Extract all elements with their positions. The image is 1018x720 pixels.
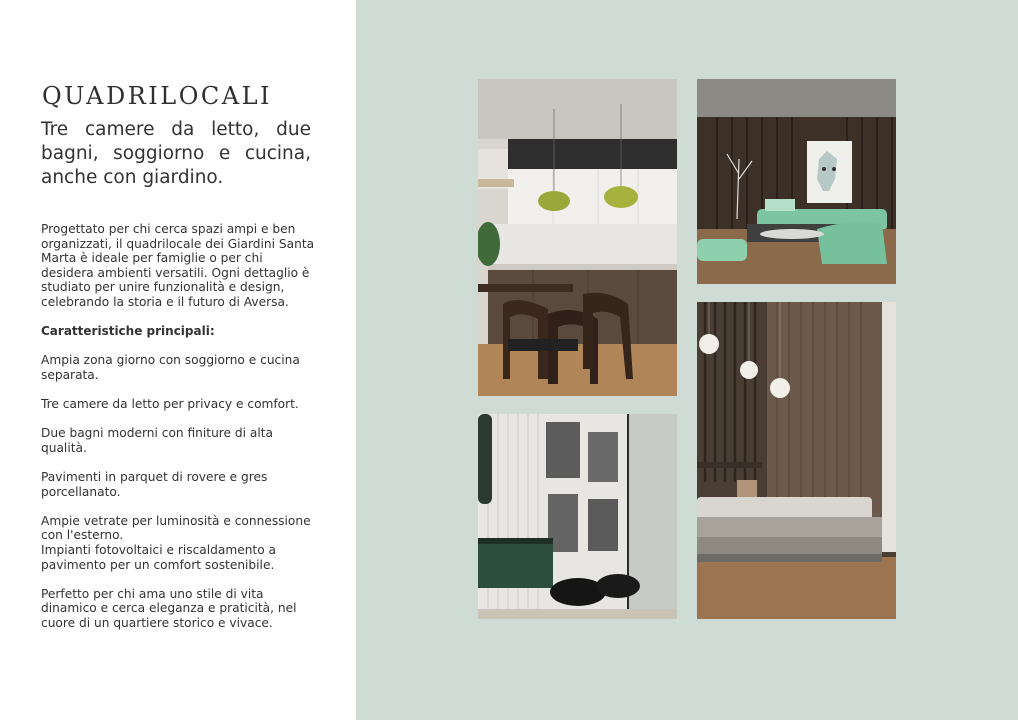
- living-room-photo: [697, 79, 896, 284]
- feature-item: Impianti fotovoltaici e riscaldamento a pavimento per un comfort sostenibile.: [41, 543, 277, 572]
- photo-panel: [356, 0, 1018, 720]
- bathroom-photo: [478, 414, 677, 619]
- features-heading: Caratteristiche principali:: [41, 324, 215, 339]
- feature-item: Ampia zona giorno con soggiorno e cucina separata.: [41, 353, 300, 382]
- page-title: QUADRILOCALI: [42, 82, 273, 111]
- closing-paragraph: Perfetto per chi ama uno stile di vita dinamico e cerca eleganza e praticità, nel cuore di un quartiere storico e vivace.: [41, 586, 297, 631]
- feature-item: Tre camere da letto per privacy e comfort.: [41, 397, 299, 412]
- feature-item: Due bagni moderni con finiture di alta qualità.: [41, 426, 274, 455]
- intro-paragraph: Progettato per chi cerca spazi ampi e ben organizzati, il quadrilocale dei Giardini Santa Marta è ideale per famiglie o per chi desidera ambienti versatili. Ogni dettaglio è studiato per unire funzionalità e design, celebrando la storia e il futuro di Aversa.: [41, 222, 315, 309]
- kitchen-photo: [478, 79, 677, 396]
- bedroom-photo: [697, 302, 896, 619]
- text-panel: [0, 0, 356, 720]
- feature-item: Pavimenti in parquet di rovere e gres porcellanato.: [41, 470, 268, 499]
- page-subtitle: Tre camere da letto, due bagni, soggiorno e cucina, anche con giardino.: [41, 119, 311, 188]
- feature-item: Ampie vetrate per luminosità e connessione con l'esterno.: [41, 513, 311, 543]
- description-body: [41, 222, 319, 645]
